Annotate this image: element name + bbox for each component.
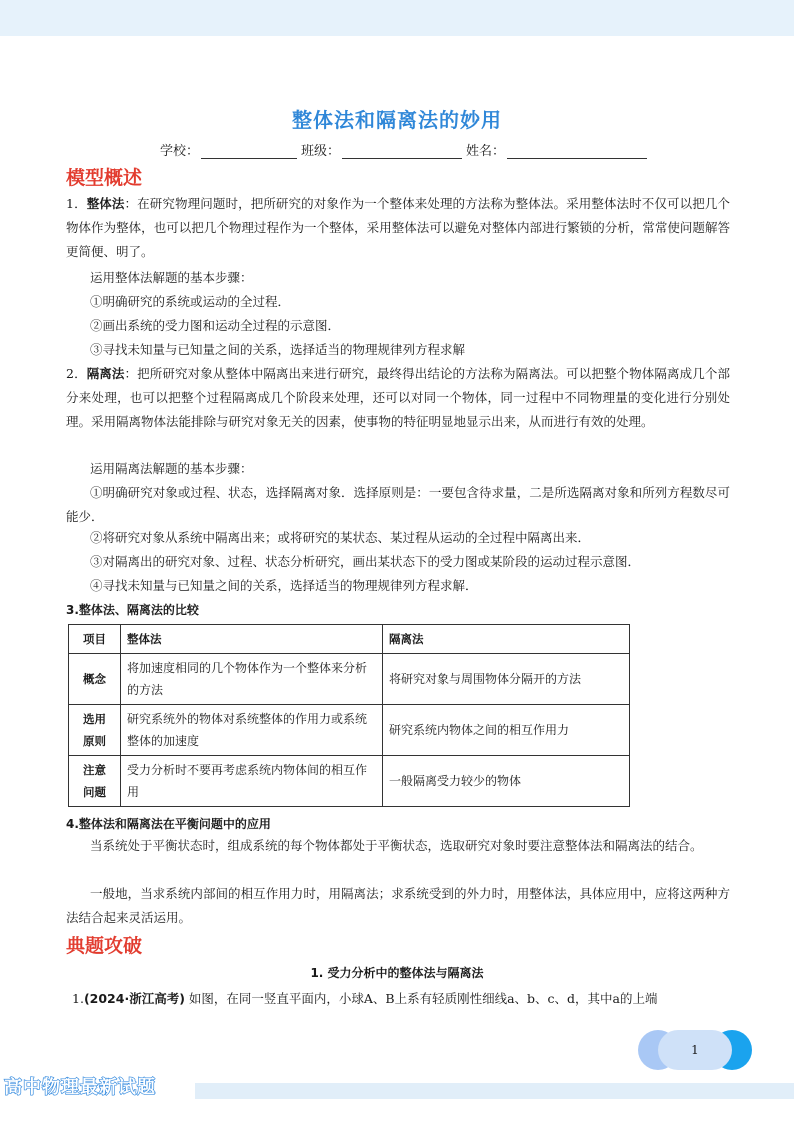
whole-steps-title: 运用整体法解题的基本步骤： <box>90 270 253 285</box>
table-row <box>69 756 630 807</box>
whole-text: ：在研究物理问题时，把所研究的对象作为一个整体来处理的方法称为整体法。采用整体法时不仅可以把几个物体作为整体，也可以把几个物理过程作为一个整体，采用整体法可以避免对整体内部进行繁锁的分析，常常使问题解答更简便、明了。 <box>66 196 730 259</box>
table-header-item: 项目 <box>69 625 121 654</box>
whole-term: 整体法 <box>86 196 125 211</box>
isolation-num: 2． <box>66 366 87 381</box>
isolation-text: ：把所研究对象从整体中隔离出来进行研究，最终得出结论的方法称为隔离法。可以把整个物体隔离成几个部分来处理，也可以把整个过程隔离成几个阶段来处理，还可以对同一个物体，同一过程中不同物理量的变化进行分别处理。采用隔离物体法能排除与研究对象无关的因素，使事物的特征明显地显示出来，从而进行有效的处理。 <box>66 366 730 429</box>
school-label: 学校： <box>160 144 200 159</box>
section-heading-overview: 模型概述 <box>66 167 143 189</box>
table-header-whole: 整体法 <box>121 625 383 654</box>
question-1-number: 1. <box>72 991 84 1006</box>
question-1 <box>72 987 736 1011</box>
header-band <box>0 0 794 36</box>
row-whole-principle: 研究系统外的物体对系统整体的作用力或系统整体的加速度 <box>121 705 383 756</box>
row-isolation-notes: 一般隔离受力较少的物体 <box>383 756 630 807</box>
isolation-term: 隔离法 <box>86 366 125 381</box>
name-blank[interactable] <box>507 145 647 159</box>
row-item-principle: 选用原则 <box>69 705 121 756</box>
row-isolation-concept: 将研究对象与周围物体分隔开的方法 <box>383 654 630 705</box>
section-heading-practice: 典题攻破 <box>66 935 143 957</box>
balance-paragraph-2: 一般地，当求系统内部间的相互作用力时，用隔离法；求系统受到的外力时，用整体法，具体应用中，应将这两种方法结合起来灵活运用。 <box>66 886 730 925</box>
comparison-heading: 3.整体法、隔离法的比较 <box>66 603 199 617</box>
row-isolation-principle: 研究系统内物体之间的相互作用力 <box>383 705 630 756</box>
whole-step-3: ③寻找未知量与已知量之间的关系，选择适当的物理规律列方程求解 <box>90 342 466 357</box>
isolation-steps-title: 运用隔离法解题的基本步骤： <box>90 461 253 476</box>
student-info-line <box>160 140 651 159</box>
comparison-table <box>68 624 630 807</box>
row-whole-concept: 将加速度相同的几个物体作为一个整体来分析的方法 <box>121 654 383 705</box>
whole-step-1: ①明确研究的系统或运动的全过程． <box>90 294 291 309</box>
row-item-notes: 注意问题 <box>69 756 121 807</box>
isolation-step-2: ②将研究对象从系统中隔离出来；或将研究的某状态、某过程从运动的全过程中隔离出来． <box>90 530 591 545</box>
balance-paragraph-1: 当系统处于平衡状态时，组成系统的每个物体都处于平衡状态，选取研究对象时要注意整体法和隔离法的结合。 <box>90 838 703 853</box>
table-header-isolation: 隔离法 <box>383 625 630 654</box>
row-item-concept: 概念 <box>69 654 121 705</box>
whole-step-2: ②画出系统的受力图和运动全过程的示意图． <box>90 318 341 333</box>
question-1-text: 如图，在同一竖直平面内，小球A、B上系有轻质刚性细线a、b、c、d，其中a的上端 <box>184 991 658 1006</box>
page-number: 1 <box>658 1030 732 1070</box>
whole-method-paragraph <box>66 192 730 264</box>
class-label: 班级： <box>301 144 341 159</box>
table-header-row <box>69 625 630 654</box>
isolation-step-3: ③对隔离出的研究对象、过程、状态分析研究，画出某状态下的受力图或某阶段的运动过程示意图． <box>90 554 641 569</box>
school-blank[interactable] <box>201 145 297 159</box>
footer-brand-logo: 高中物理最新试题 <box>4 1077 156 1098</box>
table-row <box>69 654 630 705</box>
isolation-step-1: ①明确研究对象或过程、状态，选择隔离对象．选择原则是：一要包含待求量，二是所选隔离对象和所列方程数尽可能少． <box>66 485 730 524</box>
isolation-method-paragraph <box>66 362 730 434</box>
document-title: 整体法和隔离法的妙用 <box>292 108 502 132</box>
table-row <box>69 705 630 756</box>
name-label: 姓名： <box>466 144 506 159</box>
balance-heading: 4.整体法和隔离法在平衡问题中的应用 <box>66 817 271 831</box>
footer-band <box>195 1083 794 1099</box>
isolation-step-4: ④寻找未知量与已知量之间的关系，选择适当的物理规律列方程求解． <box>90 578 478 593</box>
question-1-source: (2024·浙江高考) <box>83 991 185 1006</box>
practice-subheading: 1. 受力分析中的整体法与隔离法 <box>310 966 484 980</box>
whole-num: 1． <box>66 196 87 211</box>
class-blank[interactable] <box>342 145 462 159</box>
row-whole-notes: 受力分析时不要再考虑系统内物体间的相互作用 <box>121 756 383 807</box>
